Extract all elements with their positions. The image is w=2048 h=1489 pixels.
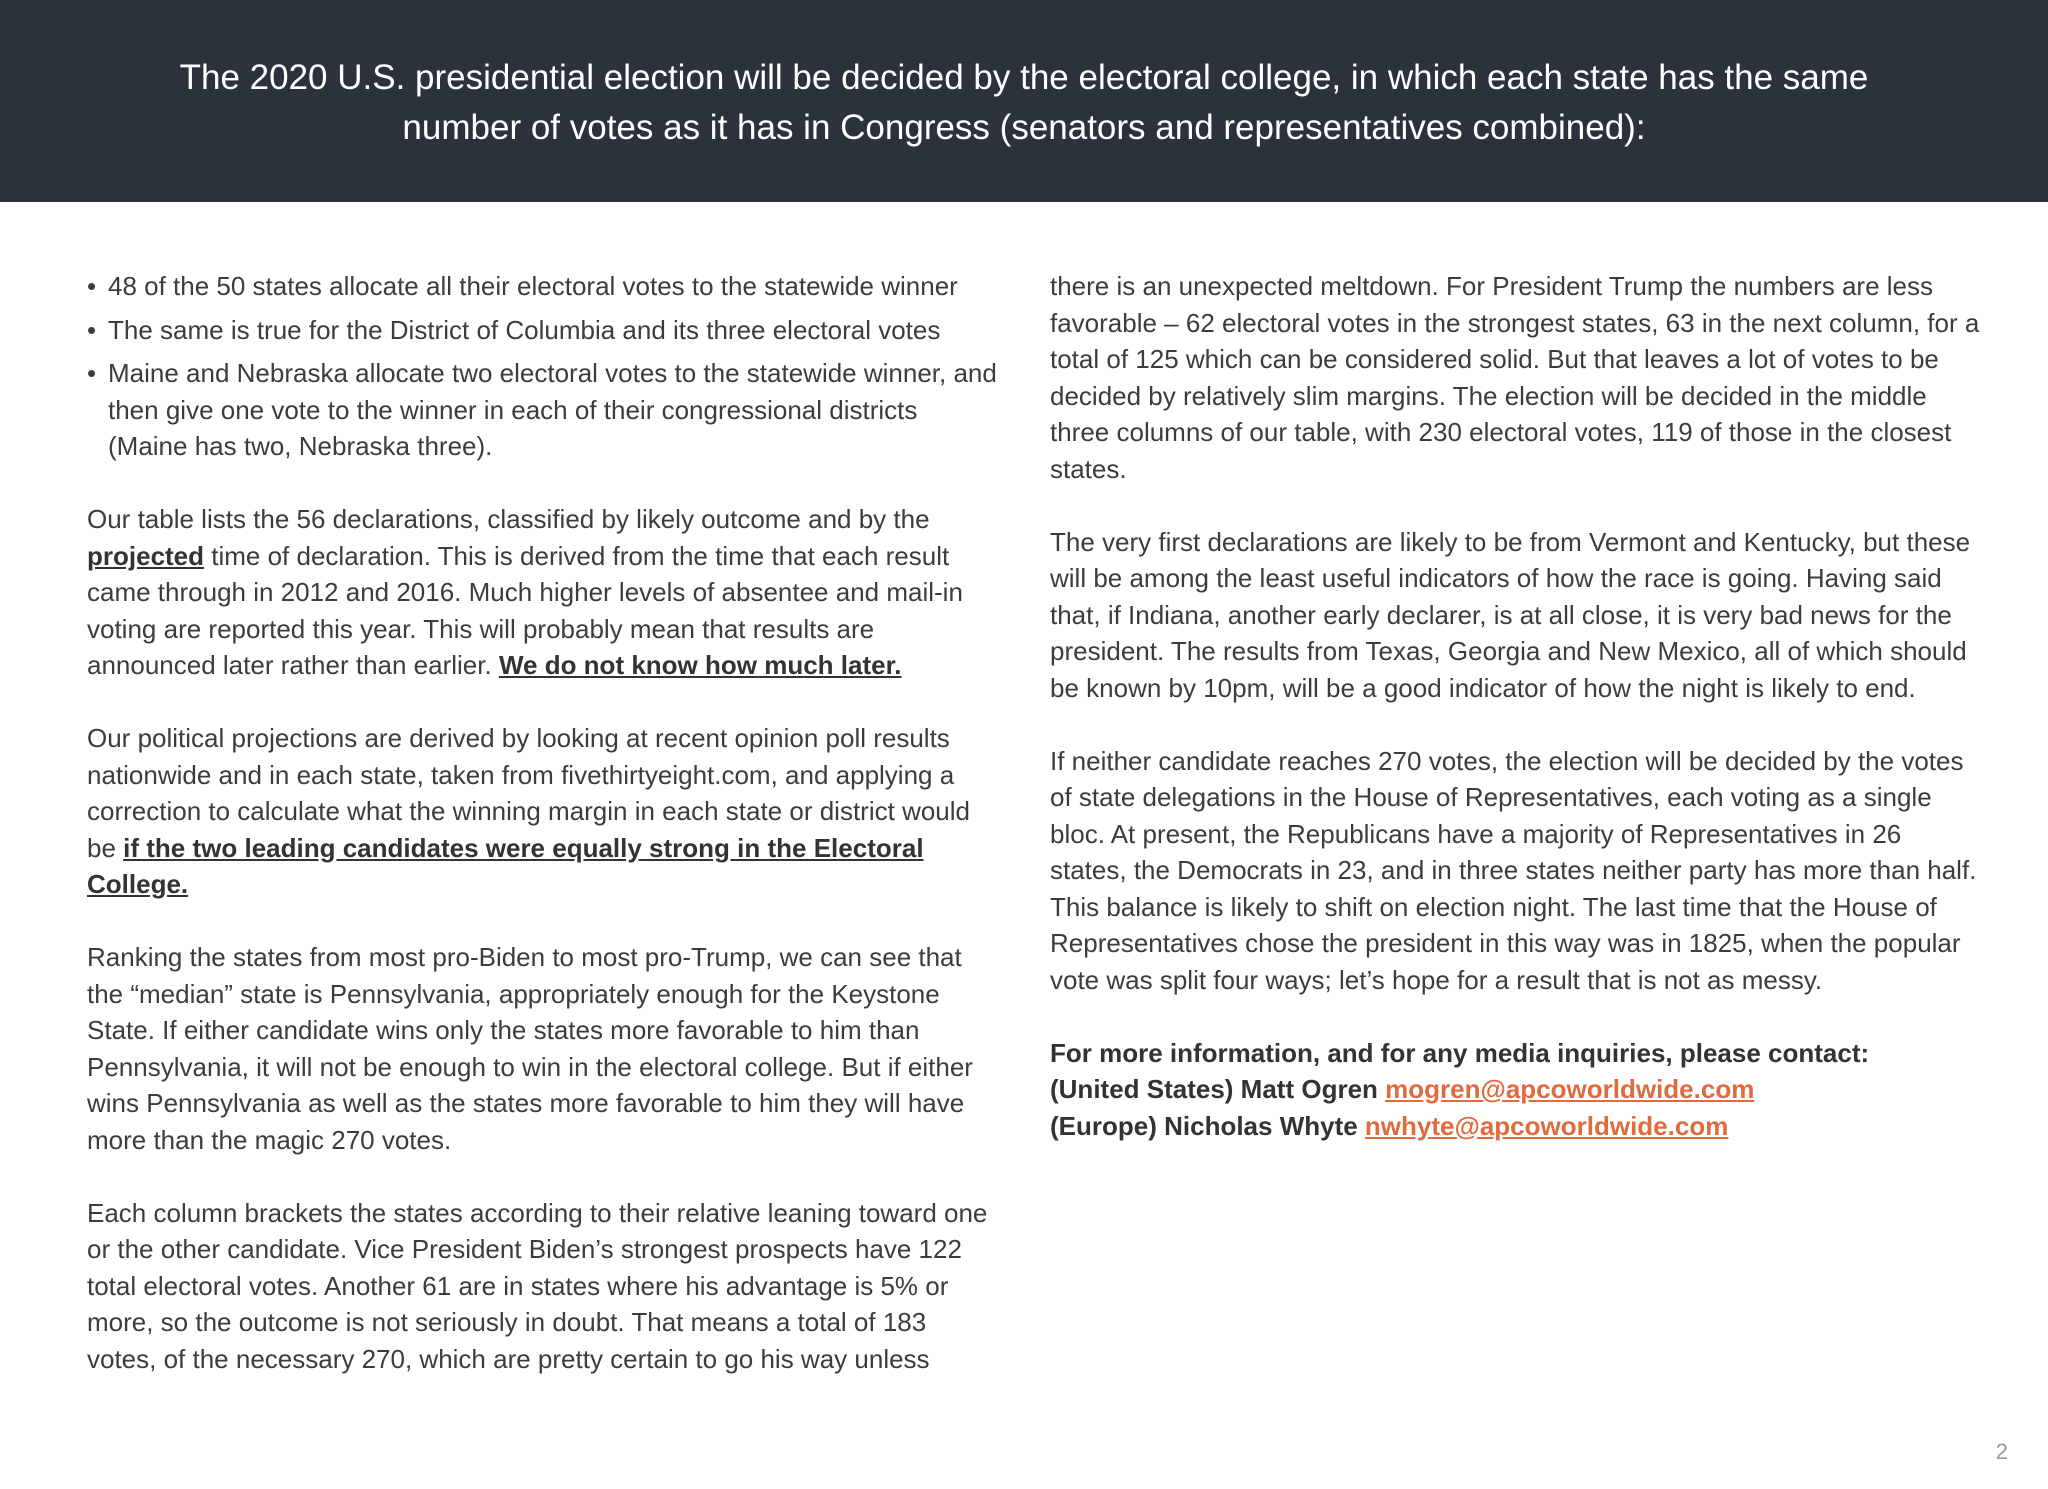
list-item <box>87 355 1002 465</box>
left-column <box>87 268 1002 1414</box>
paragraph-columns: Each column brackets the states according to their relative leaning toward one or the other candidate. Vice President Biden’s strongest prospects have 122 total electoral votes. Another 61 are in states where his advantage is 5% or more, so the outcome is not seriously in doubt. That means a total of 183 votes, of the necessary 270, which are pretty certain to go his way unless <box>87 1197 988 1374</box>
contact-intro: For more information, and for any media inquiries, please contact: <box>1050 1037 1870 1068</box>
paragraph-projections <box>87 720 1002 903</box>
list-item <box>87 312 1002 349</box>
bullet-dot: • <box>87 271 97 301</box>
emphasis-how-much-later: We do not know how much later. <box>498 650 902 680</box>
contact-europe <box>1050 1108 1980 1145</box>
bullet-dot: • <box>87 358 97 388</box>
text-run: Our table lists the 56 declarations, classified by likely outcome and by the <box>87 504 930 534</box>
page-number: 2 <box>1995 1439 2008 1464</box>
contact-us <box>1050 1071 1980 1108</box>
paragraph-table <box>87 501 1002 684</box>
list-item <box>87 268 1002 305</box>
paragraph-ranking: Ranking the states from most pro-Biden to most pro-Trump, we can see that the “median” state is Pennsylvania, appropriately enough for the Keystone State. If either candidate wins only the states more favorable to him than Pennsylvania, it will not be enough to win in the electoral college. But if either wins Pennsylvania as well as the states more favorable to him they will have more than the magic 270 votes. <box>87 942 973 1155</box>
contact-europe-label: (Europe) Nicholas Whyte <box>1050 1110 1365 1141</box>
europe-email-link[interactable]: nwhyte@apcoworldwide.com <box>1364 1110 1729 1141</box>
paragraph-first-declarations: The very first declarations are likely to be from Vermont and Kentucky, but these will be among the least useful indicators of how the race is going. Having said that, if Indiana, another early declarer, is at all close, it is very bad news for the president. The results from Texas, Georgia and New Mexico, all of which should be known by 10pm, will be a good indicator of how the night is likely to end. <box>1050 526 1971 703</box>
bullet-dot: • <box>87 314 97 345</box>
emphasis-equally-strong: if the two leading candidates were equally strong in the Electoral College. <box>87 832 924 899</box>
emphasis-projected: projected <box>87 540 205 571</box>
header-banner <box>0 0 2048 202</box>
bullet-text: Maine and Nebraska allocate two electoral votes to the statewide winner, and then give one vote to the winner in each of their congressional districts (Maine has two, Nebraska three). <box>108 358 997 461</box>
bullet-text: 48 of the 50 states allocate all their electoral votes to the statewide winner <box>108 271 958 301</box>
bullet-text: The same is true for the District of Columbia and its three electoral votes <box>108 314 941 345</box>
right-column <box>1050 268 1980 1144</box>
text-run: time of declaration. This is derived from the time that each result came through in 2012 and 2016. Much higher levels of absentee and mail-in voting are reported this year. This will probably mean that results are announced later rather than earlier. <box>87 540 963 680</box>
paragraph-neither-candidate: If neither candidate reaches 270 votes, the election will be decided by the votes of state delegations in the House of Representatives, each voting as a single bloc. At present, the Republicans have a majority of Representatives in 26 states, the Democrats in 23, and in three states neither party has more than half. This balance is likely to shift on election night. The last time that the House of Representatives chose the president in this way was in 1825, when the popular vote was split four ways; let’s hope for a result that is not as messy. <box>1050 745 1977 995</box>
paragraph-columns-continued: there is an unexpected meltdown. For President Trump the numbers are less favorable – 62 electoral votes in the strongest states, 63 in the next column, for a total of 125 which can be considered solid. But that leaves a lot of votes to be decided by relatively slim margins. The election will be decided in the middle three columns of our table, with 230 electoral votes, 119 of those in the closest states. <box>1050 271 1980 484</box>
banner-title: The 2020 U.S. presidential election will be decided by the electoral college, in which each state has the same number of votes as it has in Congress (senators and representatives combined): <box>179 58 1869 147</box>
bullet-list <box>87 268 1002 465</box>
contact-block <box>1050 1035 1980 1145</box>
text-run: Our political projections are derived by looking at recent opinion poll results nationwide and in each state, taken from fivethirtyeight.com, and applying a correction to calculate what the winning margin in each state or district would be <box>87 723 970 863</box>
us-email-link[interactable]: mogren@apcoworldwide.com <box>1385 1074 1755 1104</box>
contact-us-label: (United States) Matt Ogren <box>1050 1074 1386 1104</box>
